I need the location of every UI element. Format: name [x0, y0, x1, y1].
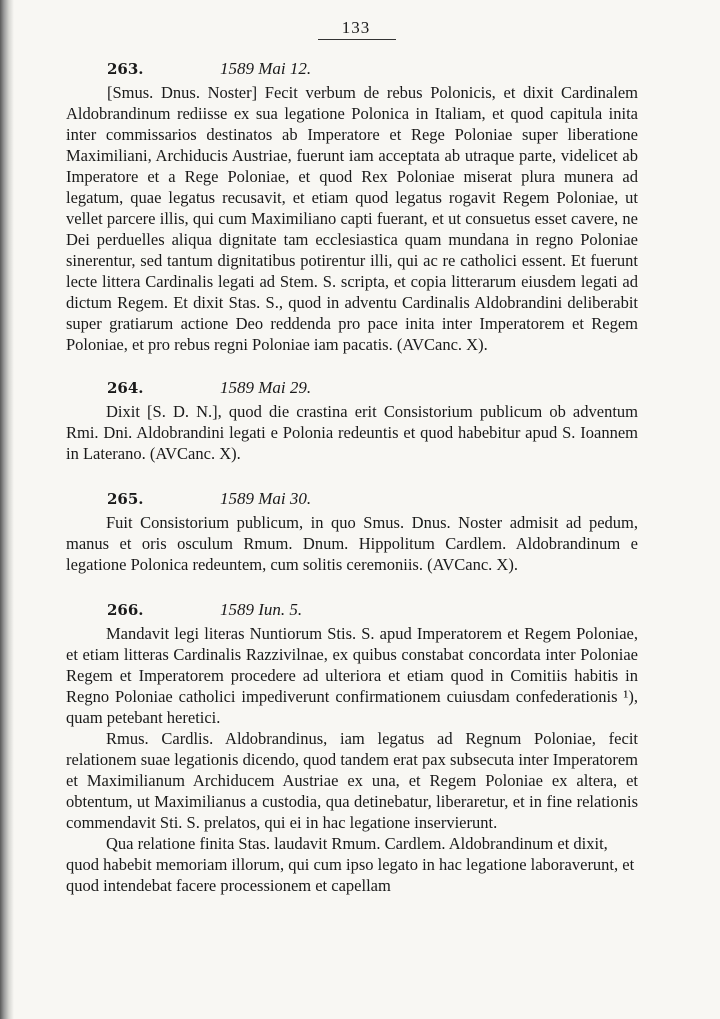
entry-header [107, 488, 638, 510]
page-number: 133 [341, 18, 371, 37]
entry-264 [66, 377, 638, 464]
entry-date: 1589 Mai 30. [220, 489, 312, 508]
entry-number: 266. [107, 601, 144, 619]
entry-date: 1589 Iun. 5. [220, 600, 303, 619]
entry-266 [66, 599, 638, 896]
entry-263 [66, 58, 638, 355]
page-number-rule [318, 39, 396, 40]
entry-date: 1589 Mai 29. [220, 378, 312, 397]
entry-265 [66, 488, 638, 575]
binding-edge [0, 0, 14, 1019]
entry-date: 1589 Mai 12. [220, 59, 312, 78]
entry-header [107, 58, 638, 80]
entry-number: 265. [107, 490, 144, 508]
entry-paragraph: [Smus. Dnus. Noster] Fecit verbum de rebus Polonicis, et dixit Cardinalem Aldobrandinum rediisse ex sua legatione Polonica in Italiam, et quod capitula inita inter commissarios destinatos ab Imperatore et Rege Poloniae super liberatione Maximiliani, Archiducis Austriae, fuerunt iam acceptata ab utraque parte, videlicet ab Imperatore et a Rege Poloniae, et quod Rex Poloniae miserat plura munera ad legatum, quae legatus recusavit, et etiam quod legatus rogavit Regem Poloniae, ut vellet parcere illis, qui cum Maximiliano capti fuerant, et ut consuetus esset cavere, ne Dei perduelles aliqua dignitate tam ecclesiastica quam mundana in regno Poloniae sinerentur, sed tantum dignitatibus potirentur illi, qui ac re catholici essent. Et fuerunt lecte littera Cardinalis legati ad Stem. S. scripta, et copia litterarum eiusdem legati ad dictum Regem. Et dixit Stas. S., quod in adventu Cardinalis Aldobrandini deliberabit super gratiarum actione Deo reddenda pro pace inita inter Imperatorem et Regem Poloniae, et pro rebus regni Poloniae iam pacatis. (AVCanc. X). [66, 83, 638, 354]
entry-number: 264. [107, 379, 144, 397]
entry-paragraph: Dixit [S. D. N.], quod die crastina erit Consistorium publicum ob adventum Rmi. Dni. Aldobrandini legati e Polonia redeuntis et quod habebitur apud S. Ioannem in Laterano. (AVCanc. X). [66, 402, 638, 463]
page-content [66, 58, 638, 922]
entry-paragraph: Mandavit legi literas Nuntiorum Stis. S. apud Imperatorem et Regem Poloniae, et etiam litteras Cardinalis Razzivilnae, ex quibus constabat concordata inter Poloniae Regem et Imperatorem procedere ad ulteriora et etiam quod in Comitiis habitis in Regno Poloniae catholici impediverunt confirmationem cuiusdam confederationis ¹), quam petebant heretici. [66, 624, 638, 727]
entry-number: 263. [107, 60, 144, 78]
entry-paragraph: Rmus. Cardlis. Aldobrandinus, iam legatus ad Regnum Poloniae, fecit relationem suae legationis dicendo, quod tandem erat pax subsecuta inter Imperatorem et Maximilianum Archiducem Austriae ex una, et Regem Poloniae ex altera, et obtentum, ut Maximilianus a custodia, qua detinebatur, liberaretur, et in fine relationis commendavit Sti. S. prelatos, qui ei in hac legatione inservierunt. [66, 729, 638, 832]
entry-paragraph: Qua relatione finita Stas. laudavit Rmum. Cardlem. Aldobrandinum et dixit, quod habebit memoriam illorum, qui cum ipso legato in hac legatione laboraverunt, et quod intendebat facere processionem et capellam [66, 834, 635, 895]
entry-header [107, 599, 638, 621]
entry-paragraph: Fuit Consistorium publicum, in quo Smus. Dnus. Noster admisit ad pedum, manus et oris osculum Rmum. Dnum. Hippolitum Cardlem. Aldobrandinum e legatione Polonica redeuntem, cum solitis ceremoniis. (AVCanc. X). [66, 513, 638, 574]
entry-header [107, 377, 638, 399]
